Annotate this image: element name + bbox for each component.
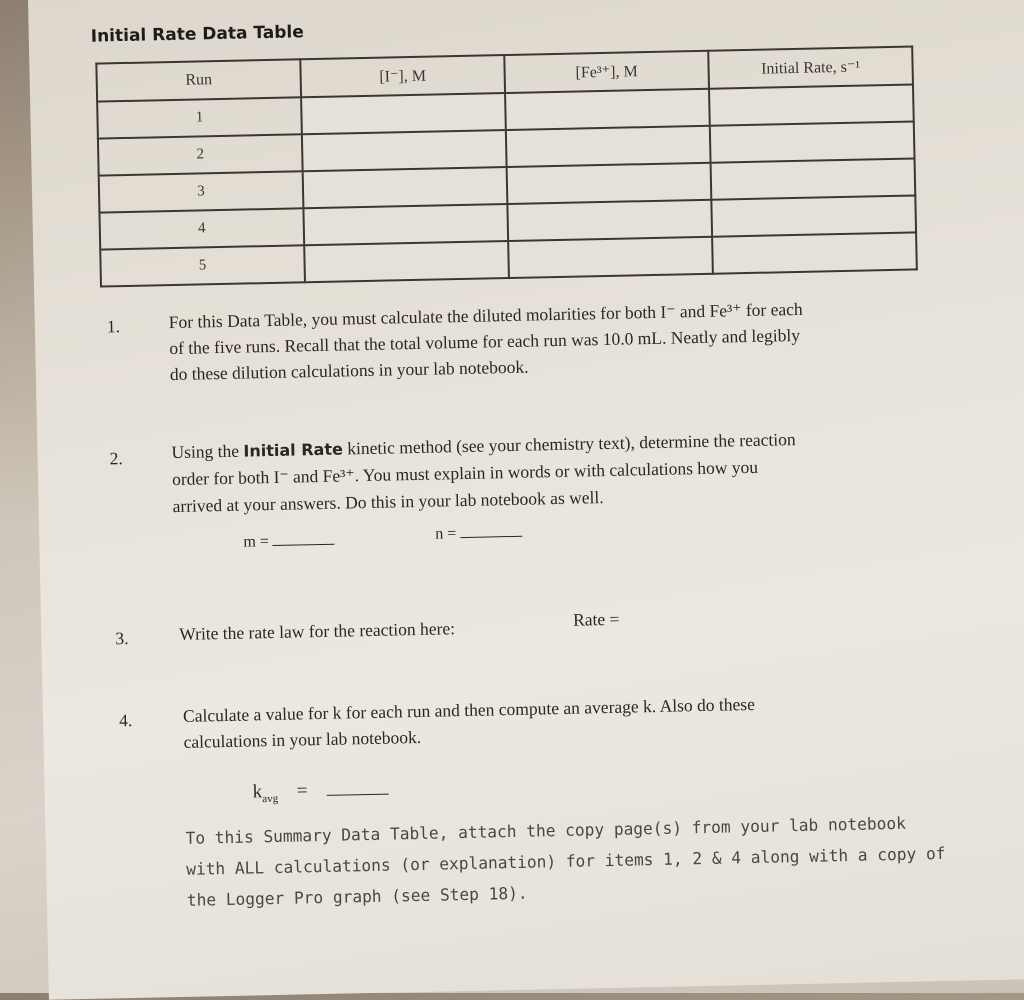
initial-rate-emphasis: Initial Rate [243, 439, 344, 461]
question-4-line-1: Calculate a value for k for each run and then compute an average k. Also do these [182, 693, 756, 726]
k-equals: = [296, 780, 308, 802]
iodide-concentration-cell[interactable] [302, 130, 507, 171]
question-2-line-1: Using the Initial Rate kinetic method (see your chemistry text), determine the reaction [171, 429, 796, 463]
worksheet-page [28, 0, 1024, 1000]
k-label: k [252, 781, 263, 803]
initial-rate-cell[interactable] [710, 121, 915, 162]
run-number-cell: 5 [100, 245, 305, 286]
run-number-cell: 4 [99, 208, 304, 249]
column-header-initial-rate: Initial Rate, s⁻¹ [708, 46, 913, 88]
question-2-line-3: arrived at your answers. Do this in your lab notebook as well. [172, 487, 604, 517]
run-number-cell: 1 [97, 97, 302, 138]
column-header-iodide-concentration: [I⁻], M [300, 55, 505, 97]
iodide-concentration-cell[interactable] [303, 167, 508, 208]
footer-line-2: with ALL calculations (or explanation) for items 1, 2 & 4 along with a copy of [186, 843, 946, 879]
iodide-concentration-cell[interactable] [301, 93, 506, 134]
iron-concentration-cell[interactable] [508, 237, 713, 278]
question-3-text: Write the rate law for the reaction here: [179, 618, 456, 644]
question-4-text [183, 686, 974, 755]
question-4-number: 4. [118, 709, 133, 731]
initial-rate-cell[interactable] [709, 84, 914, 125]
iron-concentration-cell[interactable] [507, 200, 712, 241]
initial-rate-cell[interactable] [711, 158, 916, 199]
question-2-text [171, 423, 963, 521]
k-subscript: avg [262, 792, 279, 806]
footer-line-3: the Logger Pro graph (see Step 18). [186, 883, 528, 910]
n-label: n = [435, 525, 457, 543]
page-title: Initial Rate Data Table [90, 22, 305, 47]
question-3-number: 3. [115, 628, 129, 649]
m-label: m = [243, 533, 270, 551]
question-1-text [169, 293, 960, 388]
iron-concentration-cell[interactable] [505, 89, 710, 130]
question-2-number: 2. [109, 448, 123, 469]
question-1-number: 1. [106, 316, 121, 337]
iodide-concentration-cell[interactable] [303, 204, 508, 245]
initial-rate-cell[interactable] [712, 232, 917, 273]
question-4-line-2: calculations in your lab notebook. [183, 726, 422, 752]
question-1-line-3: do these dilution calculations in your lab notebook. [169, 356, 529, 385]
m-answer-blank[interactable] [273, 528, 335, 546]
initial-rate-data-table [95, 45, 918, 287]
column-header-iron-concentration: [Fe³⁺], M [504, 51, 709, 93]
n-answer-blank[interactable] [460, 520, 522, 538]
run-number-cell: 2 [98, 134, 303, 175]
k-average-answer [252, 777, 388, 813]
question-1-line-2: of the five runs. Recall that the total volume for each run was 10.0 mL. Neatly and legibly [169, 324, 801, 359]
k-average-blank[interactable] [326, 778, 388, 796]
m-answer [243, 528, 335, 556]
footer-line-1: To this Summary Data Table, attach the copy page(s) from your lab notebook [185, 813, 907, 848]
question-1-line-1: For this Data Table, you must calculate the diluted molarities for both I⁻ and Fe³⁺ for each [168, 298, 803, 333]
column-header-run: Run [96, 59, 301, 101]
attachment-instructions [185, 806, 987, 916]
run-number-cell: 3 [99, 171, 304, 212]
rate-law-label: Rate = [572, 608, 620, 630]
iron-concentration-cell[interactable] [506, 126, 711, 167]
question-2-line-2: order for both I⁻ and Fe³⁺. You must explain in words or with calculations how you [171, 456, 759, 490]
iodide-concentration-cell[interactable] [304, 241, 509, 282]
initial-rate-cell[interactable] [711, 195, 916, 236]
iron-concentration-cell[interactable] [507, 163, 712, 204]
n-answer [435, 520, 523, 548]
